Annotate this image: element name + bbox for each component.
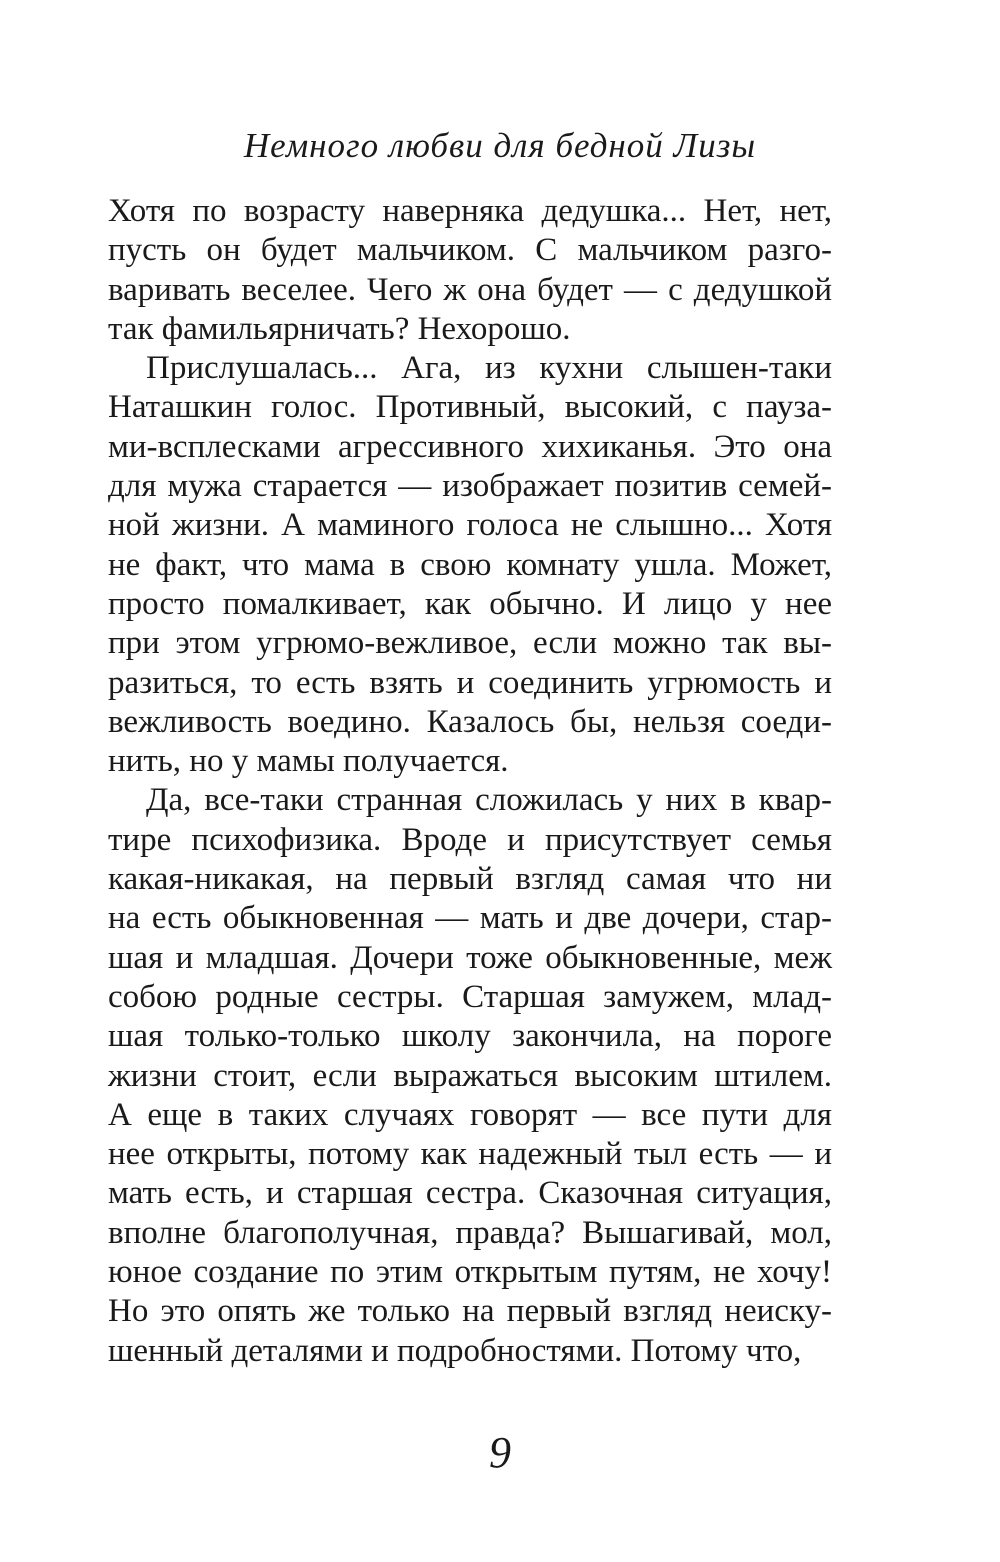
text-line: вполне благополучная, правда? Вышагивай, мол, <box>108 1214 832 1251</box>
text-line: Да, все-таки странная сложилась у них в квар- <box>146 782 832 819</box>
paragraph <box>108 192 832 349</box>
text-line: нить, но у мамы получается. <box>108 743 509 780</box>
text-line: ми-всплесками агрессивного хихиканья. Это она <box>108 428 832 465</box>
text-line: Хотя по возрасту наверняка дедушка... Нет, нет, <box>108 193 832 229</box>
text-line: тире психофизика. Вроде и присутствует семья <box>108 821 832 858</box>
page-number: 9 <box>489 1428 511 1477</box>
text-line: ной жизни. А маминого голоса не слышно... Хотя <box>108 507 832 544</box>
text-line: просто помалкивает, как обычно. И лицо у нее <box>108 585 832 622</box>
paragraph <box>108 781 832 1370</box>
text-line: шенный деталями и подробностями. Потому что, <box>108 1332 802 1369</box>
text-line: А еще в таких случаях говорят — все пути для <box>108 1096 832 1133</box>
text-line: какая-никакая, на первый взгляд самая что ни <box>108 861 832 898</box>
text-line: юное создание по этим открытым путям, не хочу! <box>108 1254 832 1291</box>
text-line: мать есть, и старшая сестра. Сказочная ситуация, <box>108 1175 832 1212</box>
text-line: на есть обыкновенная — мать и две дочери, стар- <box>108 900 832 937</box>
running-head: Немного любви для бедной Лизы <box>243 126 757 165</box>
text-line: Прислушалась... Ага, из кухни слышен-таки <box>146 350 832 387</box>
text-line: жизни стоит, если выражаться высоким штилем. <box>108 1057 832 1094</box>
body-text <box>108 192 832 1371</box>
text-line: варивать веселее. Чего ж она будет — с дедушкой <box>108 271 832 308</box>
paragraph <box>108 349 832 781</box>
text-line: шая и младшая. Дочери тоже обыкновенные, меж <box>108 939 832 976</box>
text-line: разиться, то есть взять и соединить угрюмость и <box>108 664 832 701</box>
text-line: для мужа старается — изображает позитив семей- <box>108 468 832 505</box>
text-line: шая только-только школу закончила, на пороге <box>108 1018 832 1055</box>
text-line: Наташкин голос. Противный, высокий, с пауза- <box>108 389 832 426</box>
text-line: вежливость воедино. Казалось бы, нельзя соеди- <box>108 703 832 740</box>
text-line: Но это опять же только на первый взгляд неиску- <box>108 1293 832 1330</box>
text-line: пусть он будет мальчиком. С мальчиком разго- <box>108 232 832 269</box>
text-line: не факт, что мама в свою комнату ушла. Может, <box>108 546 832 583</box>
text-line: нее открыты, потому как надежный тыл есть — и <box>108 1136 832 1173</box>
text-line: так фамильярничать? Нехорошо. <box>108 310 571 347</box>
text-line: при этом угрюмо-вежливое, если можно так вы- <box>108 625 832 662</box>
text-line: собою родные сестры. Старшая замужем, млад- <box>108 978 832 1015</box>
